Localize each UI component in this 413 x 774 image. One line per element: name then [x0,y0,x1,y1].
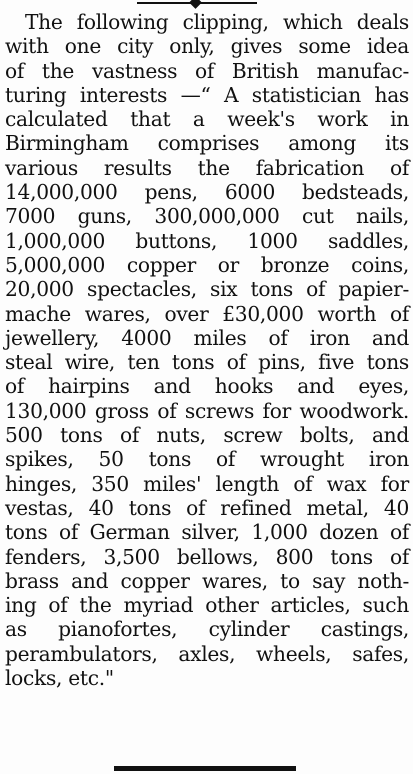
article-line: calculated that a week's work in [5,107,409,132]
article-line: steal wire, ten tons of pins, five tons [5,350,409,375]
article-line: 5,000,000 copper or bronze coins, [5,252,409,277]
article-line: 500 tons of nuts, screw bolts, and [5,423,409,448]
article-line: of the vastness of British manufac- [5,58,409,83]
article-line: 20,000 spectacles, six tons of papier- [5,277,409,302]
article-line: spikes, 50 tons of wrought iron [5,447,409,472]
article-line: perambulators, axles, wheels, safes, [5,641,409,666]
article-line: 130,000 gross of screws for woodwork. [5,398,409,423]
article-line: various results the fabrication of [5,155,409,180]
article-line: locks, etc." [5,666,114,691]
ornament-diamond [189,0,202,9]
article-line: of hairpins and hooks and eyes, [5,374,409,399]
rule-diamond-ornament-icon [137,0,257,8]
article-line: tons of German silver, 1,000 dozen of [5,520,409,545]
article-line: as pianofortes, cylinder castings, [5,617,409,642]
article-line: 7000 guns, 300,000,000 cut nails, [5,204,409,229]
article-text [5,10,409,690]
article-line: fenders, 3,500 bellows, 800 tons of [5,544,409,569]
article-line: The following clipping, which deals [25,10,409,34]
article-line: mache wares, over £30,000 worth of [5,301,409,326]
article-line: vestas, 40 tons of refined metal, 40 [5,495,409,520]
article-line: ing of the myriad other articles, such [5,593,409,618]
article-line: jewellery, 4000 miles of iron and [5,325,409,350]
article-line: hinges, 350 miles' length of wax for [5,471,409,496]
article-line: with one city only, gives some idea [5,34,409,59]
article-line: 14,000,000 pens, 6000 bedsteads, [5,180,409,205]
article-line: 1,000,000 buttons, 1000 saddles, [5,228,409,253]
article-line: brass and copper wares, to say noth- [5,568,409,593]
article-line: turing interests —“ A statistician has [5,82,409,107]
column-end-rule-icon [114,766,296,771]
article-line: Birmingham comprises among its [5,131,409,156]
